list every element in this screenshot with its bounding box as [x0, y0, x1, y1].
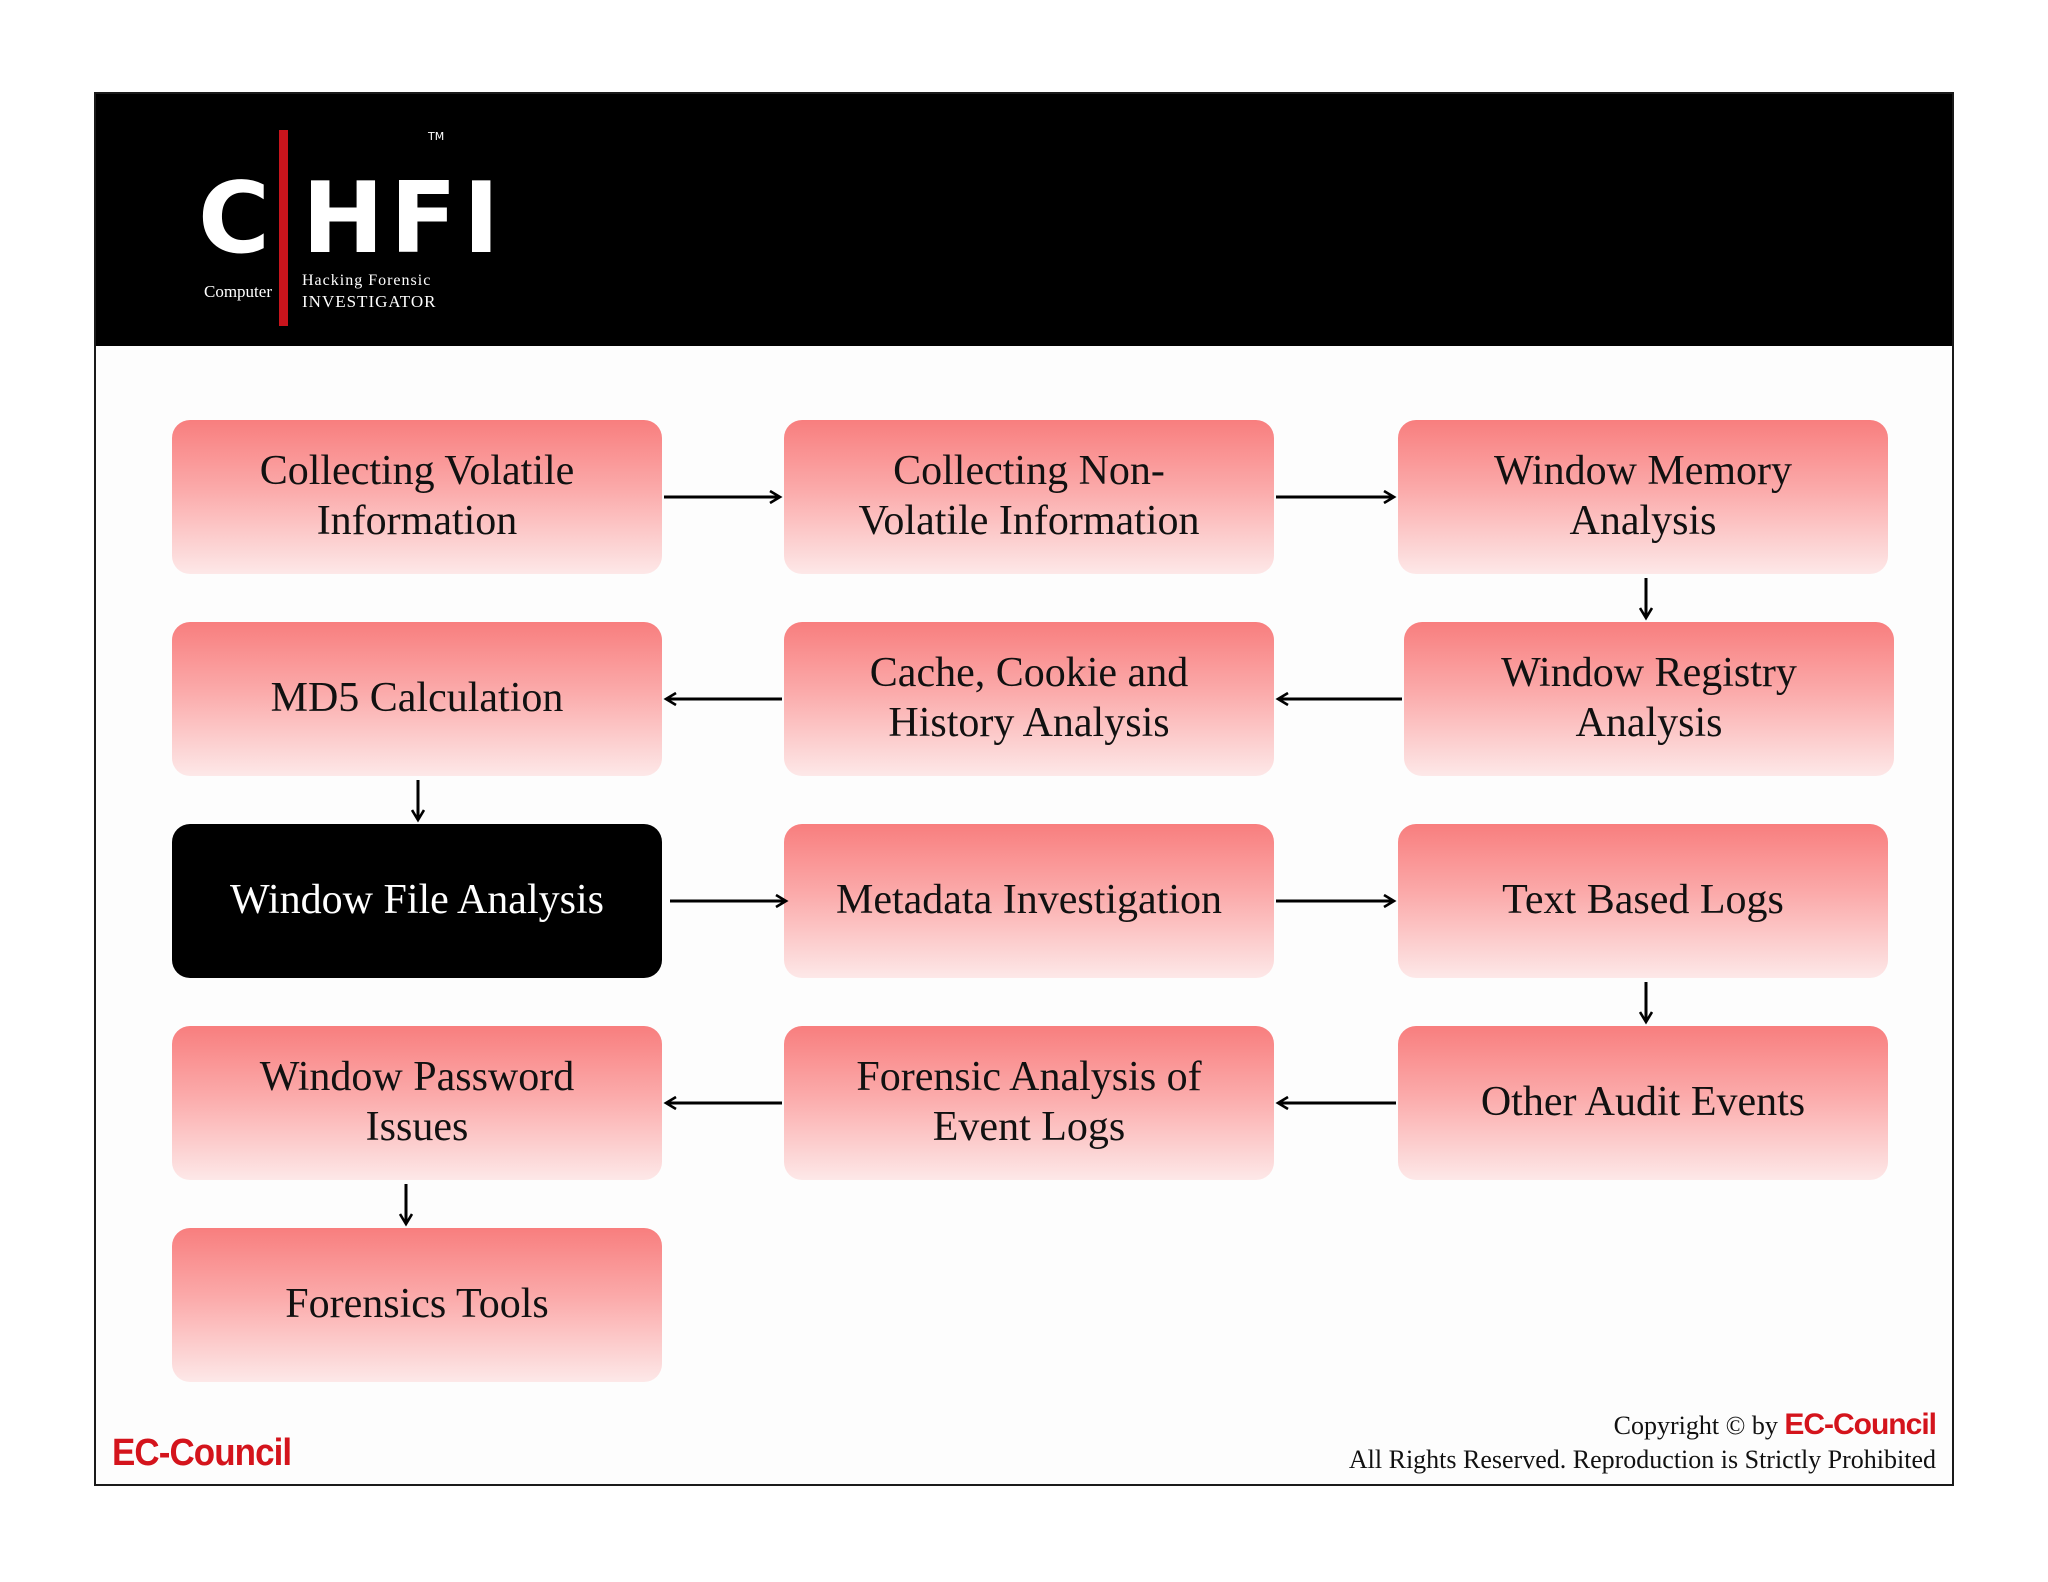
- logo-line-hacking-forensic: Hacking Forensic: [302, 272, 432, 289]
- logo-letters-hfi: HFI: [302, 162, 506, 276]
- step-window-memory-analysis: Window Memory Analysis: [1398, 420, 1888, 574]
- logo-word-computer: Computer: [204, 282, 272, 301]
- copyright-brand: EC-Council: [1784, 1408, 1936, 1441]
- flow-arrows: [96, 94, 1954, 1486]
- step-other-audit-events: Other Audit Events: [1398, 1026, 1888, 1180]
- step-window-registry-analysis: Window Registry Analysis: [1404, 622, 1894, 776]
- copyright-line: [1349, 1406, 1936, 1444]
- logo-line-investigator: INVESTIGATOR: [302, 292, 437, 311]
- step-window-file-analysis: Window File Analysis: [172, 824, 662, 978]
- step-forensics-tools: Forensics Tools: [172, 1228, 662, 1382]
- step-metadata-investigation: Metadata Investigation: [784, 824, 1274, 978]
- footer-brand-logo: EC-Council: [112, 1432, 292, 1474]
- step-collecting-volatile-information: Collecting Volatile Information: [172, 420, 662, 574]
- step-md5-calculation: MD5 Calculation: [172, 622, 662, 776]
- step-text-based-logs: Text Based Logs: [1398, 824, 1888, 978]
- slide: [94, 92, 1954, 1486]
- step-forensic-analysis-of-event-logs: Forensic Analysis of Event Logs: [784, 1026, 1274, 1180]
- copyright-notice: [1349, 1406, 1936, 1476]
- copyright-prefix: Copyright © by: [1613, 1411, 1778, 1440]
- logo-letter-c: C: [198, 162, 270, 276]
- logo-trademark: TM: [428, 130, 445, 143]
- step-collecting-non-volatile-information: Collecting Non- Volatile Information: [784, 420, 1274, 574]
- step-cache-cookie-history-analysis: Cache, Cookie and History Analysis: [784, 622, 1274, 776]
- step-window-password-issues: Window Password Issues: [172, 1026, 662, 1180]
- rights-line: All Rights Reserved. Reproduction is Strictly Prohibited: [1348, 1444, 1936, 1474]
